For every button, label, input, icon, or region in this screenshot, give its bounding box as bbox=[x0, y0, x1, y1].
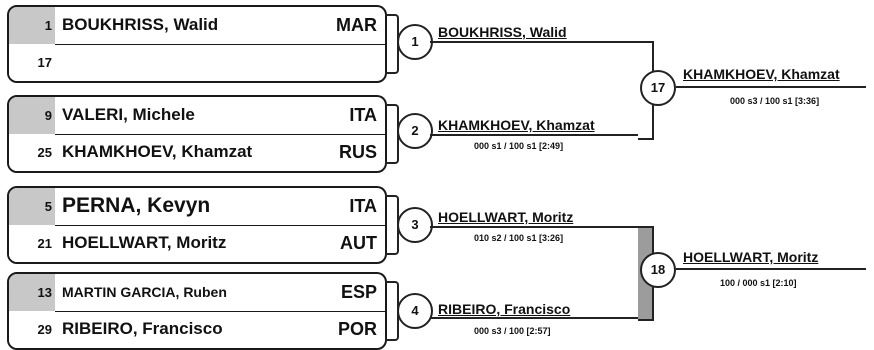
match-winner-name: HOELLWART, Moritz bbox=[683, 249, 819, 265]
match-number-badge[interactable]: 17 bbox=[640, 70, 676, 106]
competitor-row[interactable] bbox=[9, 134, 385, 171]
competitor-row[interactable] bbox=[9, 7, 385, 45]
competitor-row[interactable] bbox=[9, 44, 385, 81]
match-winner-name: HOELLWART, Moritz bbox=[438, 209, 574, 225]
competitor-name: KHAMKHOEV, Khamzat bbox=[62, 142, 253, 161]
seed-number: 13 bbox=[9, 274, 55, 311]
match-number-badge[interactable]: 2 bbox=[397, 113, 433, 149]
match-2-pair bbox=[7, 95, 387, 173]
country-code: ITA bbox=[349, 196, 377, 216]
country-code: RUS bbox=[338, 142, 377, 162]
competitor-row[interactable] bbox=[9, 188, 385, 226]
seed-number: 29 bbox=[9, 311, 55, 348]
seed-number: 25 bbox=[9, 134, 55, 171]
competitor-name: RIBEIRO, Francisco bbox=[62, 319, 223, 338]
match-3-pair bbox=[7, 186, 387, 264]
competitor-name: HOELLWART, Moritz bbox=[62, 233, 227, 252]
competitor-name: BOUKHRISS, Walid bbox=[62, 15, 219, 34]
match-winner-name: RIBEIRO, Francisco bbox=[438, 301, 571, 317]
competitor-row[interactable] bbox=[9, 225, 385, 262]
match-score: 000 s3 / 100 [2:57] bbox=[474, 326, 551, 336]
match-score: 000 s3 / 100 s1 [3:36] bbox=[730, 96, 820, 106]
seed-number: 5 bbox=[9, 188, 55, 225]
competitor-row[interactable] bbox=[9, 274, 385, 312]
match-number-badge[interactable]: 4 bbox=[397, 293, 433, 329]
connector-line bbox=[430, 317, 638, 319]
match-winner-name: KHAMKHOEV, Khamzat bbox=[438, 117, 595, 133]
connector-line bbox=[430, 134, 638, 136]
match-score: 010 s2 / 100 s1 [3:26] bbox=[474, 233, 564, 243]
seed-number: 9 bbox=[9, 97, 55, 134]
match-score: 100 / 000 s1 [2:10] bbox=[720, 278, 797, 288]
match-number-badge[interactable]: 3 bbox=[397, 207, 433, 243]
connector-line bbox=[676, 268, 866, 270]
seed-number: 21 bbox=[9, 225, 55, 262]
connector-line bbox=[430, 226, 638, 228]
competitor-row[interactable] bbox=[9, 311, 385, 348]
match-winner-name: BOUKHRISS, Walid bbox=[438, 24, 567, 40]
country-code: AUT bbox=[340, 233, 377, 253]
match-number-badge[interactable]: 1 bbox=[397, 24, 433, 60]
match-1-pair bbox=[7, 5, 387, 83]
seed-number: 17 bbox=[9, 44, 55, 81]
competitor-name: PERNA, Kevyn bbox=[62, 194, 211, 217]
country-code: ITA bbox=[349, 105, 377, 125]
match-4-pair bbox=[7, 272, 387, 350]
connector-line bbox=[430, 41, 638, 43]
country-code: POR bbox=[337, 319, 377, 339]
match-winner-name: KHAMKHOEV, Khamzat bbox=[683, 66, 840, 82]
competitor-row[interactable] bbox=[9, 97, 385, 135]
country-code: MAR bbox=[336, 15, 377, 35]
country-code: ESP bbox=[340, 282, 377, 302]
competitor-name: VALERI, Michele bbox=[62, 105, 195, 124]
connector-line bbox=[676, 86, 866, 88]
match-score: 000 s1 / 100 s1 [2:49] bbox=[474, 141, 564, 151]
competitor-name: MARTIN GARCIA, Ruben bbox=[62, 284, 227, 300]
seed-number: 1 bbox=[9, 7, 55, 44]
match-number-badge[interactable]: 18 bbox=[640, 252, 676, 288]
